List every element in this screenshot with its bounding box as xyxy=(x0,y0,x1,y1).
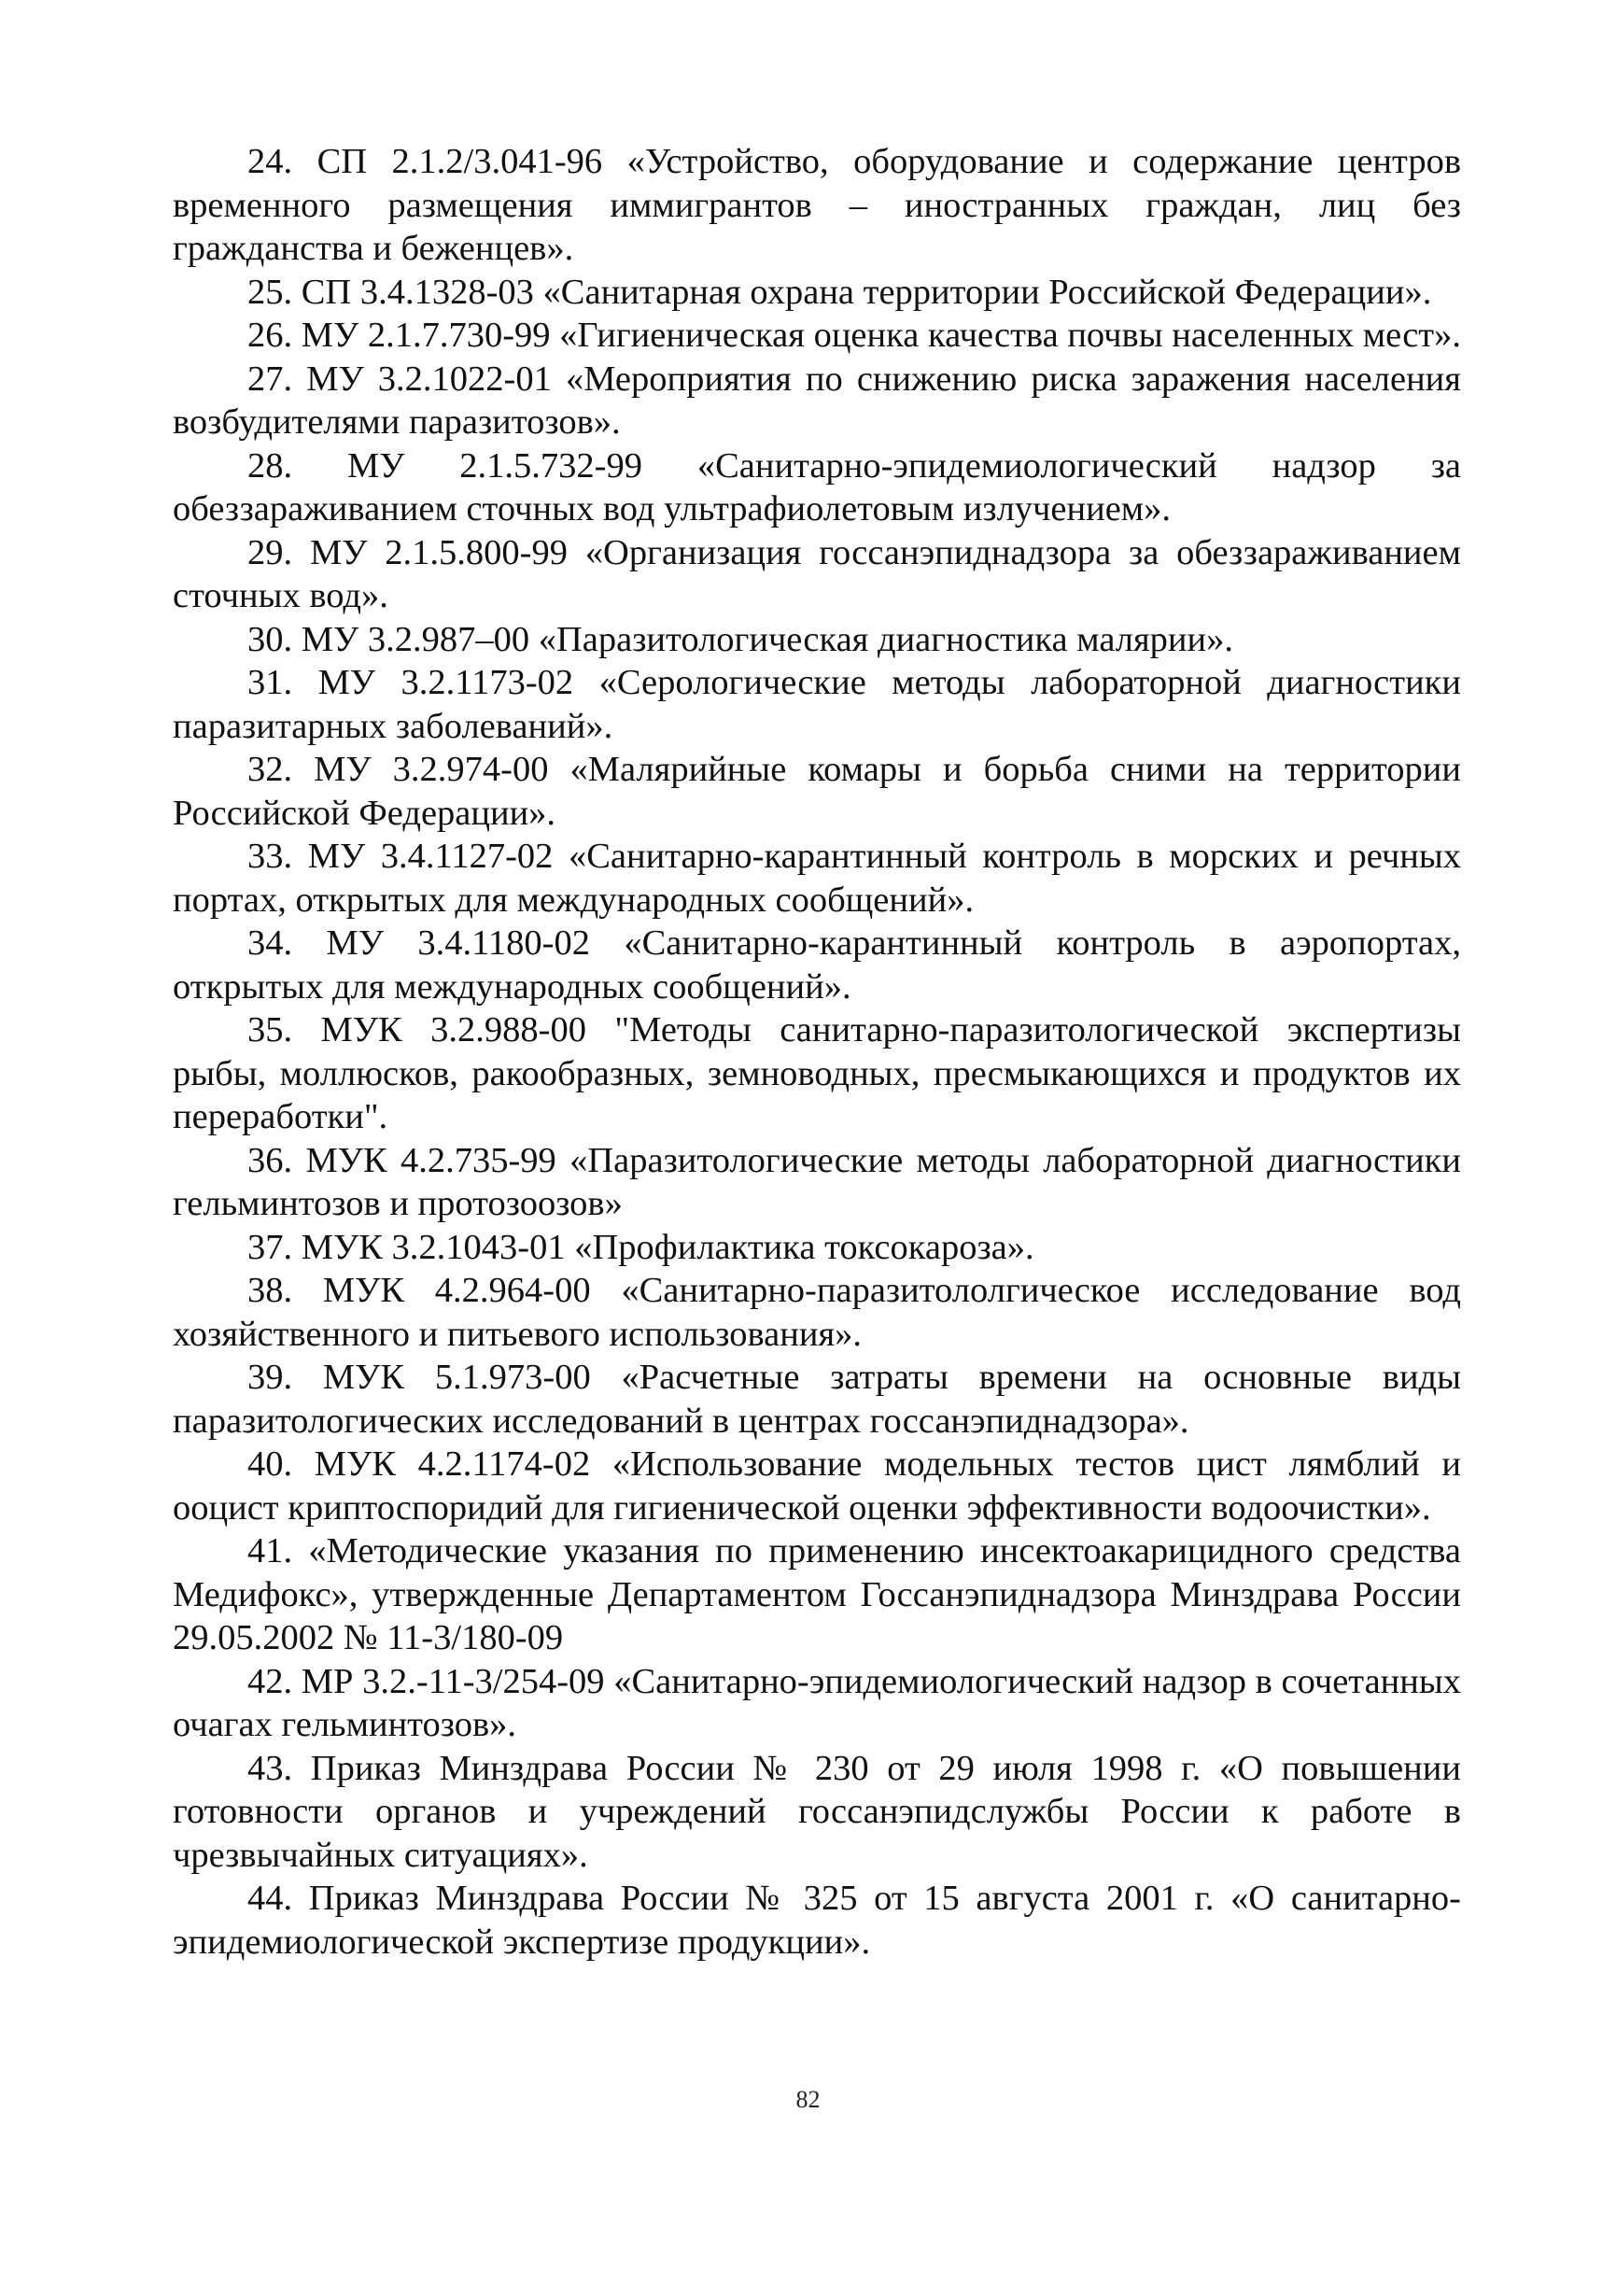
list-item: 37. МУК 3.2.1043-01 «Профилактика токсокароза». xyxy=(247,1227,1034,1267)
list-item: 35. МУК 3.2.988-00 "Методы санитарно-паразитологической экспертизы рыбы, моллюсков, ракообразных, земноводных, пресмыкающихся и продуктов их переработки". xyxy=(173,1010,1461,1136)
list-item: 44. Приказ Минздрава России № 325 от 15 августа 2001 г. «О санитарно-эпидемиологической экспертизе продукции». xyxy=(173,1879,1461,1962)
list-item: 38. МУК 4.2.964-00 «Санитарно-паразитололгическое исследование вод хозяйственного и питьевого использования». xyxy=(173,1271,1461,1354)
list-item: 42. МР 3.2.-11-3/254-09 «Санитарно-эпидемиологический надзор в сочетанных очагах гельминтозов». xyxy=(173,1661,1461,1744)
list-item: 34. МУ 3.4.1180-02 «Санитарно-карантинный контроль в аэропортах, открытых для международных сообщений». xyxy=(173,923,1461,1007)
reference-list xyxy=(173,140,1461,1964)
list-item: 30. МУ 3.2.987–00 «Паразитологическая диагностика малярии». xyxy=(247,619,1234,659)
list-item: 31. МУ 3.2.1173-02 «Серологические методы лабораторной диагностики паразитарных заболеваний». xyxy=(173,663,1461,746)
list-item: 33. МУ 3.4.1127-02 «Санитарно-карантинный контроль в морских и речных портах, открытых для международных сообщений». xyxy=(173,837,1461,920)
list-item: 27. МУ 3.2.1022-01 «Мероприятия по снижению риска заражения населения возбудителями паразитозов». xyxy=(173,359,1461,442)
list-item: 43. Приказ Минздрава России № 230 от 29 июля 1998 г. «О повышении готовности органов и учреждений госсанэпидслужбы России к работе в чрезвычайных ситуациях». xyxy=(173,1748,1461,1875)
list-item: 24. СП 2.1.2/3.041-96 «Устройство, оборудование и содержание центров временного размещения иммигрантов – иностранных граждан, лиц без гражданства и беженцев». xyxy=(173,142,1461,268)
list-item: 26. МУ 2.1.7.730-99 «Гигиеническая оценка качества почвы населенных мест». xyxy=(247,316,1461,355)
list-item: 39. МУК 5.1.973-00 «Расчетные затраты времени на основные виды паразитологических исследований в центрах госсанэпиднадзора». xyxy=(173,1358,1461,1441)
list-item: 25. СП 3.4.1328-03 «Санитарная охрана территории Российской Федерации». xyxy=(247,272,1432,312)
list-item: 29. МУ 2.1.5.800-99 «Организация госсанэпиднадзора за обеззараживанием сточных вод». xyxy=(173,532,1461,615)
list-item: 36. МУК 4.2.735-99 «Паразитологические методы лабораторной диагностики гельминтозов и протозоозов» xyxy=(173,1140,1461,1223)
list-item: 32. МУ 3.2.974-00 «Малярийные комары и борьба сними на территории Российской Федерации». xyxy=(173,750,1461,833)
list-item: 41. «Методические указания по применению инсектоакарицидного средства Медифокс», утвержденные Департаментом Госсанэпиднадзора Минздрава России 29.05.2002 № 11-3/180-09 xyxy=(173,1531,1461,1657)
list-item: 28. МУ 2.1.5.732-99 «Санитарно-эпидемиологический надзор за обеззараживанием сточных вод ультрафиолетовым излучением». xyxy=(173,445,1461,528)
page-number: 82 xyxy=(795,2086,821,2113)
list-item: 40. МУК 4.2.1174-02 «Использование модельных тестов цист лямблий и ооцист криптоспоридий для гигиенической оценки эффективности водоочистки». xyxy=(173,1444,1461,1528)
